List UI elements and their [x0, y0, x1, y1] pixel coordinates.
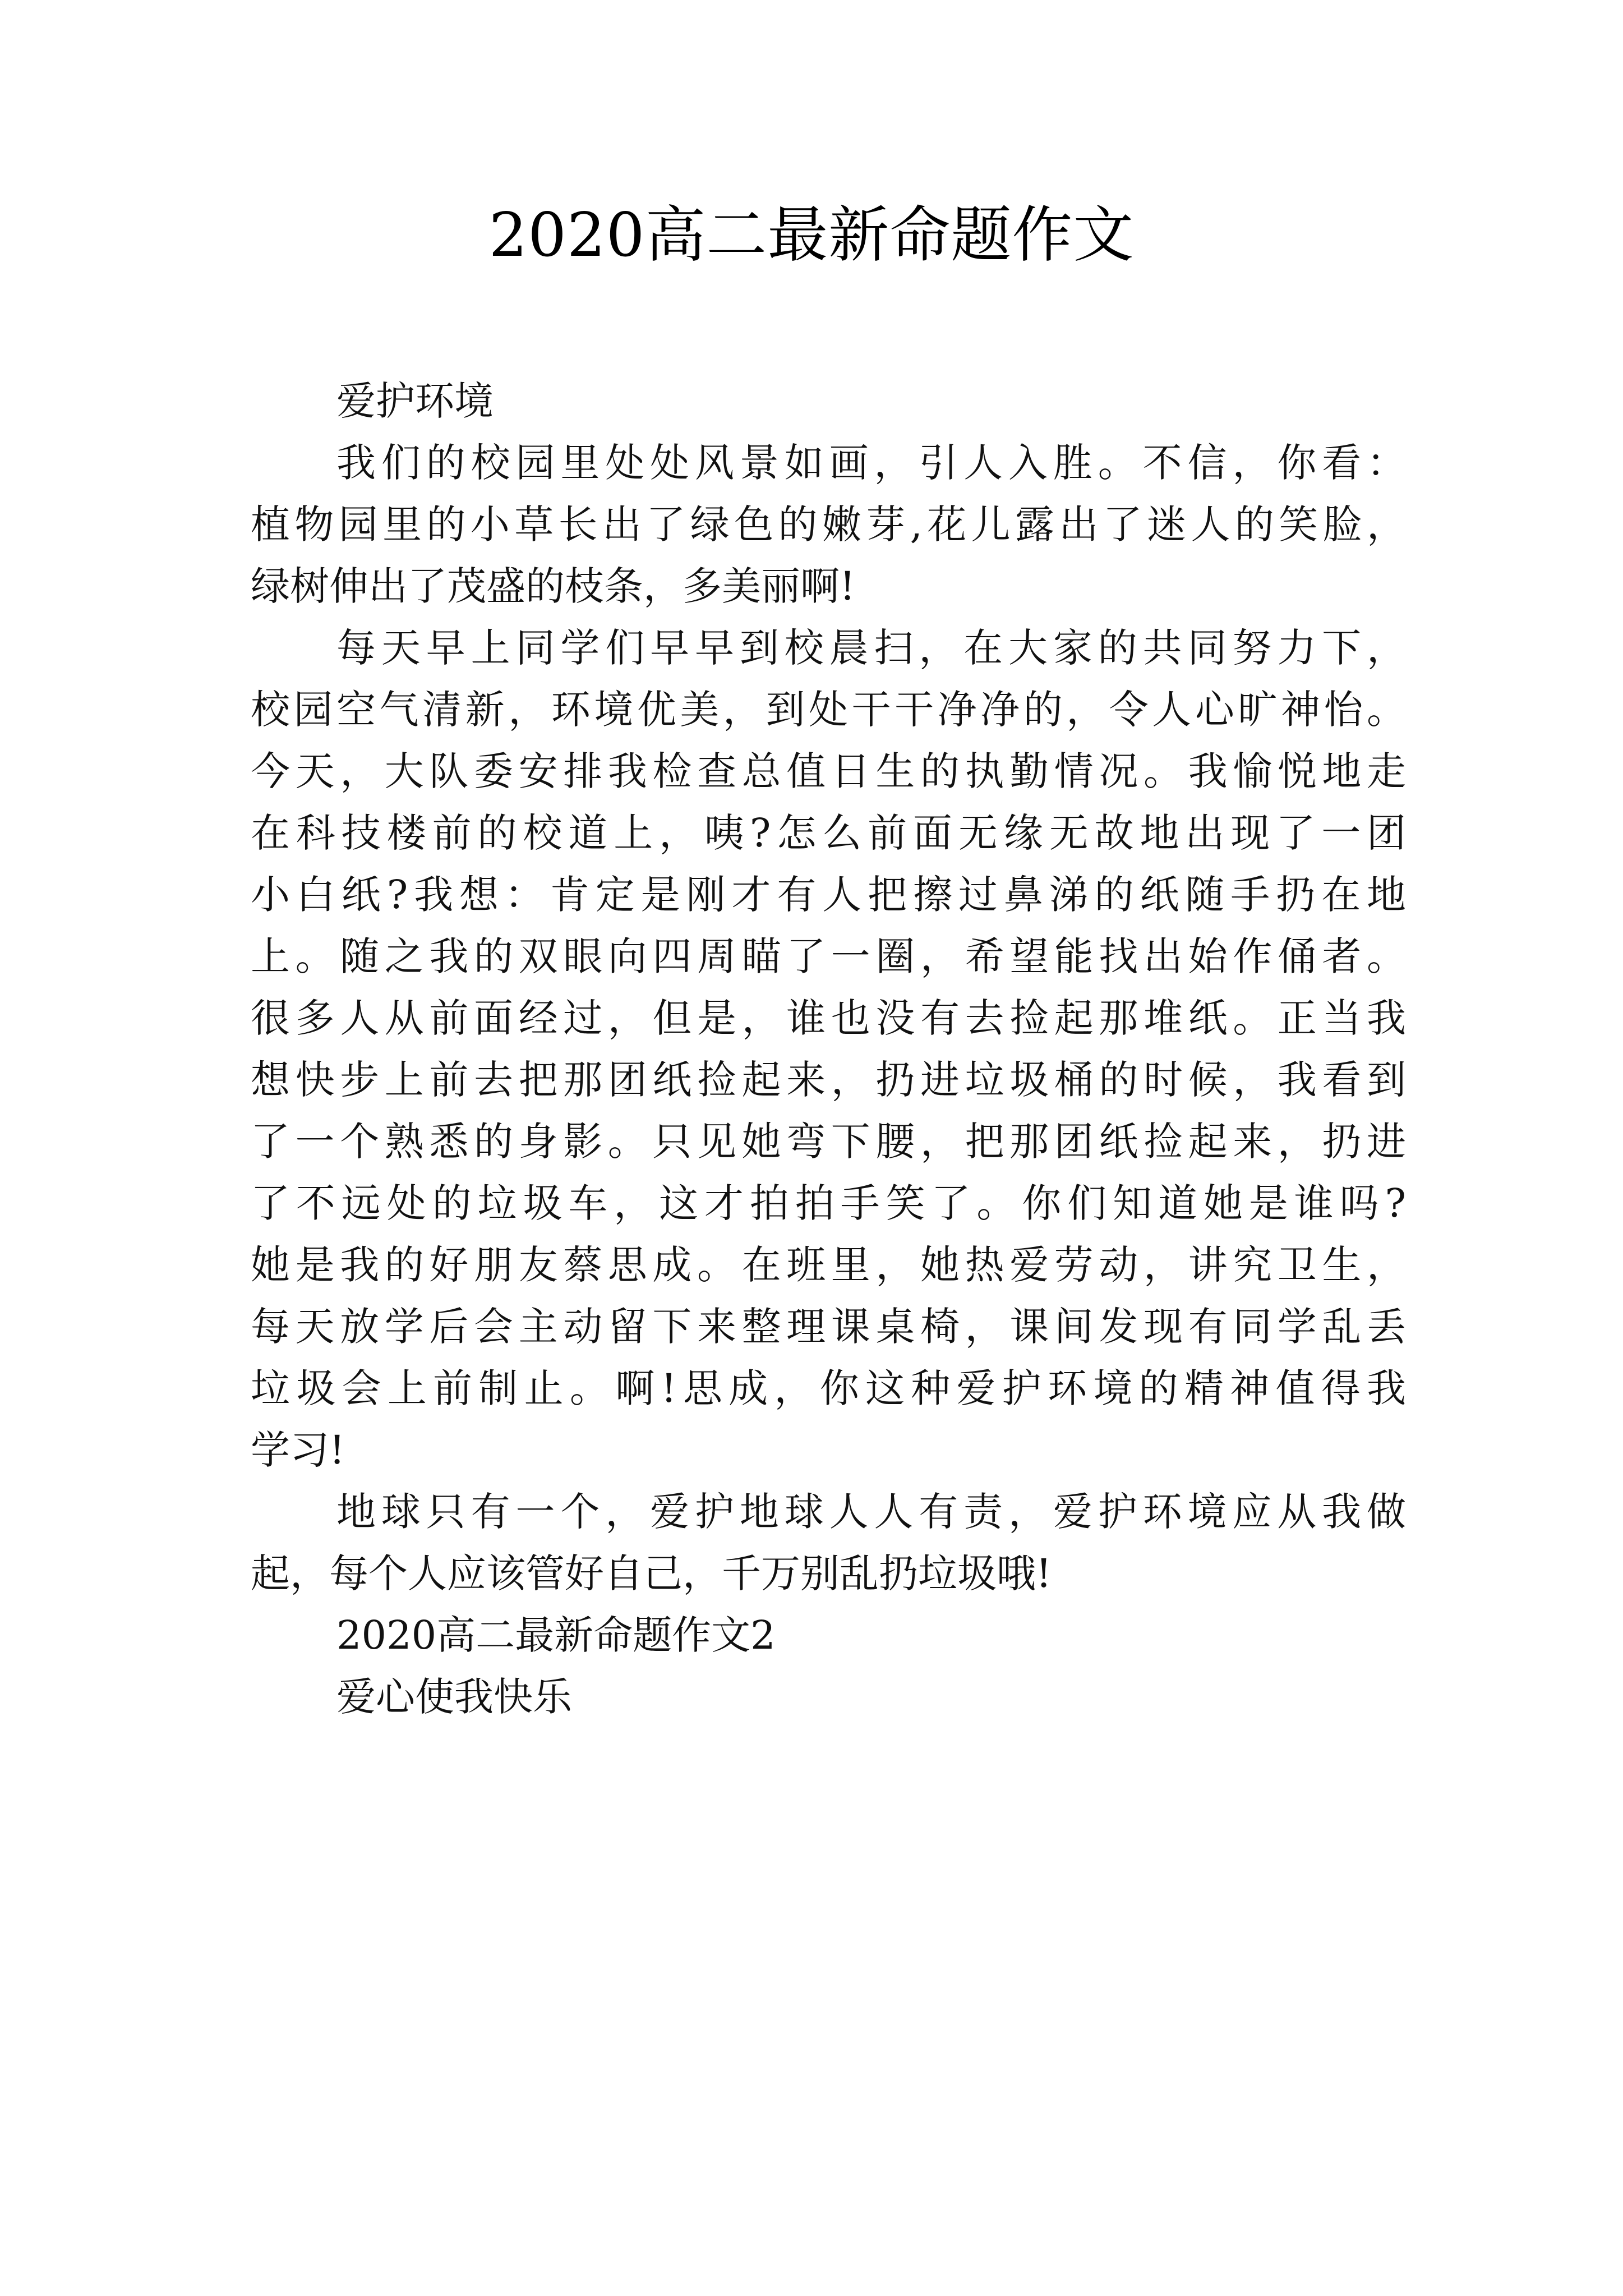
body-line: 爱心使我快乐 [336, 1674, 572, 1720]
document-title: 2020高二最新命题作文 [488, 200, 1135, 270]
body-line: 校园空气清新，环境优美，到处干干净净的，令人心旷神怡。 [251, 687, 1406, 733]
body-line: 垃圾会上前制止。啊!思成，你这种爱护环境的精神值得我 [251, 1365, 1406, 1411]
body-line: 每天放学后会主动留下来整理课桌椅，课间发现有同学乱丢 [251, 1304, 1406, 1350]
body-line: 了一个熟悉的身影。只见她弯下腰，把那团纸捡起来，扔进 [251, 1119, 1406, 1165]
body-line: 她是我的好朋友蔡思成。在班里，她热爱劳动，讲究卫生， [251, 1242, 1406, 1288]
body-line: 我们的校园里处处风景如画，引人入胜。不信，你看： [336, 440, 1406, 486]
body-line: 了不远处的垃圾车，这才拍拍手笑了。你们知道她是谁吗? [251, 1180, 1406, 1226]
body-line: 想快步上前去把那团纸捡起来，扔进垃圾桶的时候，我看到 [251, 1057, 1406, 1103]
body-line: 很多人从前面经过，但是，谁也没有去捡起那堆纸。正当我 [251, 995, 1406, 1041]
body-line: 在科技楼前的校道上，咦?怎么前面无缘无故地出现了一团 [251, 810, 1406, 856]
body-line: 今天，大队委安排我检查总值日生的执勤情况。我愉悦地走 [251, 748, 1406, 794]
body-line: 2020高二最新命题作文2 [336, 1612, 776, 1658]
body-line: 小白纸?我想：肯定是刚才有人把擦过鼻涕的纸随手扔在地 [251, 872, 1406, 918]
body-line: 爱护环境 [336, 378, 494, 424]
body-line: 地球只有一个，爱护地球人人有责，爱护环境应从我做 [336, 1489, 1406, 1535]
body-line: 起，每个人应该管好自己，千万别乱扔垃圾哦! [251, 1550, 1052, 1596]
body-line: 植物园里的小草长出了绿色的嫩芽,花儿露出了迷人的笑脸， [251, 501, 1406, 547]
document-body [251, 370, 1406, 1728]
body-line: 上。随之我的双眼向四周瞄了一圈，希望能找出始作俑者。 [251, 933, 1406, 979]
body-line: 绿树伸出了茂盛的枝条，多美丽啊! [251, 563, 856, 609]
body-line: 学习! [251, 1427, 345, 1473]
body-line: 每天早上同学们早早到校晨扫，在大家的共同努力下， [336, 625, 1406, 671]
